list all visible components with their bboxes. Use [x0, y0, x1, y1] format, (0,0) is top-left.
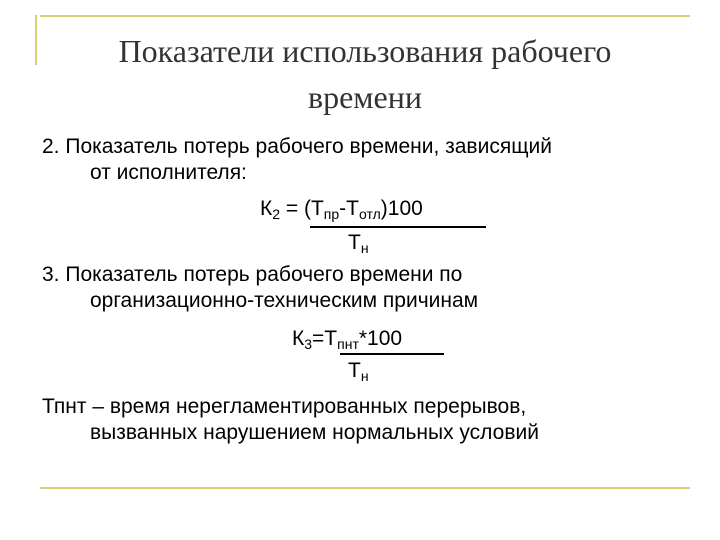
item-3-line-2: организационно-техническим причинам: [90, 289, 479, 312]
title-line-1: Показатели использования рабочего: [118, 33, 612, 69]
top-divider: [40, 15, 690, 17]
formula-k2-sub-otl: отл: [359, 206, 381, 222]
item-2-line-2: от исполнителя:: [90, 161, 247, 184]
formula-k2-lhs: К: [260, 197, 273, 220]
formula-k3-den: Т: [348, 359, 361, 382]
formula-k3-end: *100: [358, 327, 403, 350]
formula-k3-sub-pnt: пнт: [337, 336, 359, 352]
formula-k2: [260, 196, 423, 227]
formula-k2-denominator: [348, 230, 369, 261]
definition-line-2: вызванных нарушением нормальных условий: [90, 421, 539, 444]
item-2-line-1: 2. Показатель потерь рабочего времени, зависящий: [42, 135, 552, 158]
formula-k3-eq: =Т: [312, 327, 338, 350]
left-accent-bar: [35, 15, 37, 65]
bottom-divider: [40, 487, 690, 489]
formula-k2-mid: -Т: [339, 197, 359, 220]
definition-line-1: Тпнт – время нерегламентированных перерывов,: [42, 395, 527, 418]
formula-k2-end: )100: [380, 197, 423, 220]
formula-k2-den: Т: [348, 231, 361, 254]
item-3-line-1: 3. Показатель потерь рабочего времени по: [42, 263, 463, 286]
formula-k2-eq: = (Т: [280, 197, 324, 220]
formula-k3-fraction-bar: [340, 353, 444, 355]
title-line-2: времени: [307, 79, 422, 115]
formula-k2-fraction-bar: [310, 226, 486, 228]
formula-k2-lhs-sub: 2: [272, 206, 281, 222]
formula-k3-lhs: К: [292, 327, 305, 350]
formula-k3-lhs-sub: 3: [304, 336, 313, 352]
formula-k3-den-sub: н: [360, 368, 369, 384]
slide-title: [40, 28, 690, 120]
formula-k3-denominator: [348, 358, 369, 389]
formula-k2-sub-pr: пр: [323, 206, 340, 222]
formula-k2-den-sub: н: [360, 240, 369, 256]
